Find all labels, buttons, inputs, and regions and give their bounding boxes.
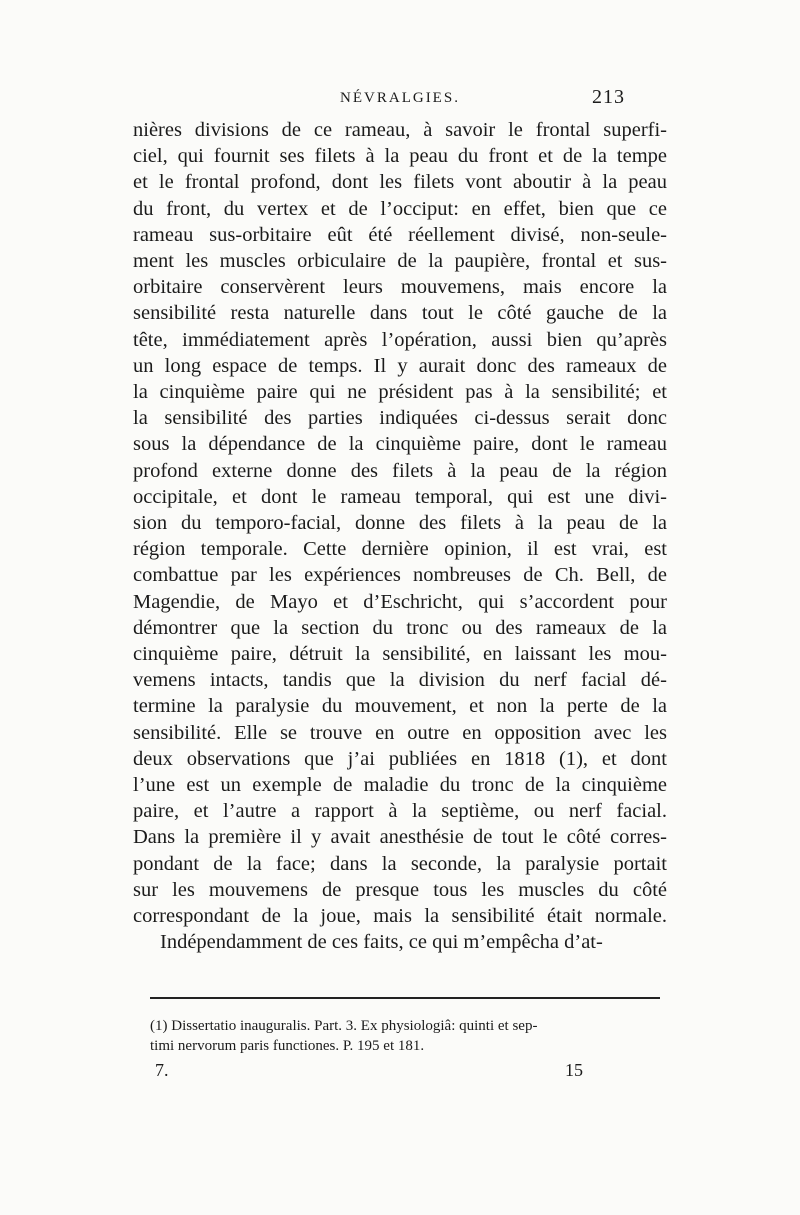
text-line: profond externe donne des filets à la peau de la région bbox=[133, 459, 667, 482]
text-line: vemens intacts, tandis que la division du nerf facial dé- bbox=[133, 669, 667, 692]
text-line: combattue par les expériences nombreuses de Ch. Bell, de bbox=[133, 564, 667, 587]
text-line: deux observations que j’ai publiées en 1818 (1), et dont bbox=[133, 747, 667, 770]
text-line: occipitale, et dont le rameau temporal, qui est une divi- bbox=[133, 485, 667, 508]
text-line: Indépendamment de ces faits, ce qui m’empêcha d’at- bbox=[160, 931, 603, 954]
text-line: démontrer que la section du tronc ou des rameaux de la bbox=[133, 616, 667, 639]
text-line: la cinquième paire qui ne président pas à la sensibilité; et bbox=[133, 381, 667, 403]
text-line: ciel, qui fournit ses filets à la peau du front et de la tempe bbox=[133, 145, 667, 168]
text-line: Magendie, de Mayo et d’Eschricht, qui s’accordent pour bbox=[133, 590, 667, 613]
text-line: l’une est un exemple de maladie du tronc de la cinquième bbox=[133, 774, 667, 796]
text-line: Dans la première il y avait anesthésie de tout le côté corres- bbox=[133, 826, 667, 849]
text-line: orbitaire conservèrent leurs mouvemens, mais encore la bbox=[133, 276, 667, 299]
text-line: correspondant de la joue, mais la sensibilité était normale. bbox=[133, 905, 667, 927]
footnote-rule bbox=[150, 997, 660, 999]
text-line: termine la paralysie du mouvement, et non la perte de la bbox=[133, 695, 667, 718]
text-line: un long espace de temps. Il y aurait donc des rameaux de bbox=[133, 354, 667, 377]
text-line: sensibilité. Elle se trouve en outre en opposition avec les bbox=[133, 721, 667, 744]
text-line: tête, immédiatement après l’opération, aussi bien qu’après bbox=[133, 328, 667, 351]
text-line: et le frontal profond, dont les filets vont aboutir à la peau bbox=[133, 171, 667, 194]
running-title: NÉVRALGIES. bbox=[340, 90, 460, 106]
sheet-number: 15 bbox=[565, 1060, 583, 1080]
page-number: 213 bbox=[592, 86, 625, 108]
text-line: cinquième paire, détruit la sensibilité, en laissant les mou- bbox=[133, 643, 667, 665]
signature-mark: 7. bbox=[155, 1060, 169, 1080]
text-line: ment les muscles orbiculaire de la paupière, frontal et sus- bbox=[133, 250, 667, 272]
text-line: paire, et l’autre a rapport à la septième, ou nerf facial. bbox=[133, 800, 667, 823]
text-line: pondant de la face; dans la seconde, la paralysie portait bbox=[133, 852, 667, 875]
text-line: rameau sus-orbitaire eût été réellement divisé, non-seule- bbox=[133, 223, 667, 246]
footnote-line: timi nervorum paris functiones. P. 195 et 181. bbox=[150, 1038, 425, 1054]
text-line: sous la dépendance de la cinquième paire, dont le rameau bbox=[133, 433, 667, 456]
text-line: la sensibilité des parties indiquées ci-dessus serait donc bbox=[133, 407, 667, 430]
footnote-line: (1) Dissertatio inauguralis. Part. 3. Ex physiologiâ: quinti et sep- bbox=[150, 1018, 538, 1034]
text-line: sur les mouvemens de presque tous les muscles du côté bbox=[133, 878, 667, 901]
text-line: sensibilité resta naturelle dans tout le côté gauche de la bbox=[133, 302, 667, 325]
text-line: du front, du vertex et de l’occiput: en effet, bien que ce bbox=[133, 197, 667, 220]
text-line: sion du temporo-facial, donne des filets à la peau de la bbox=[133, 512, 667, 534]
text-line: région temporale. Cette dernière opinion, il est vrai, est bbox=[133, 538, 667, 561]
text-line: nières divisions de ce rameau, à savoir le frontal superfi- bbox=[133, 119, 667, 141]
